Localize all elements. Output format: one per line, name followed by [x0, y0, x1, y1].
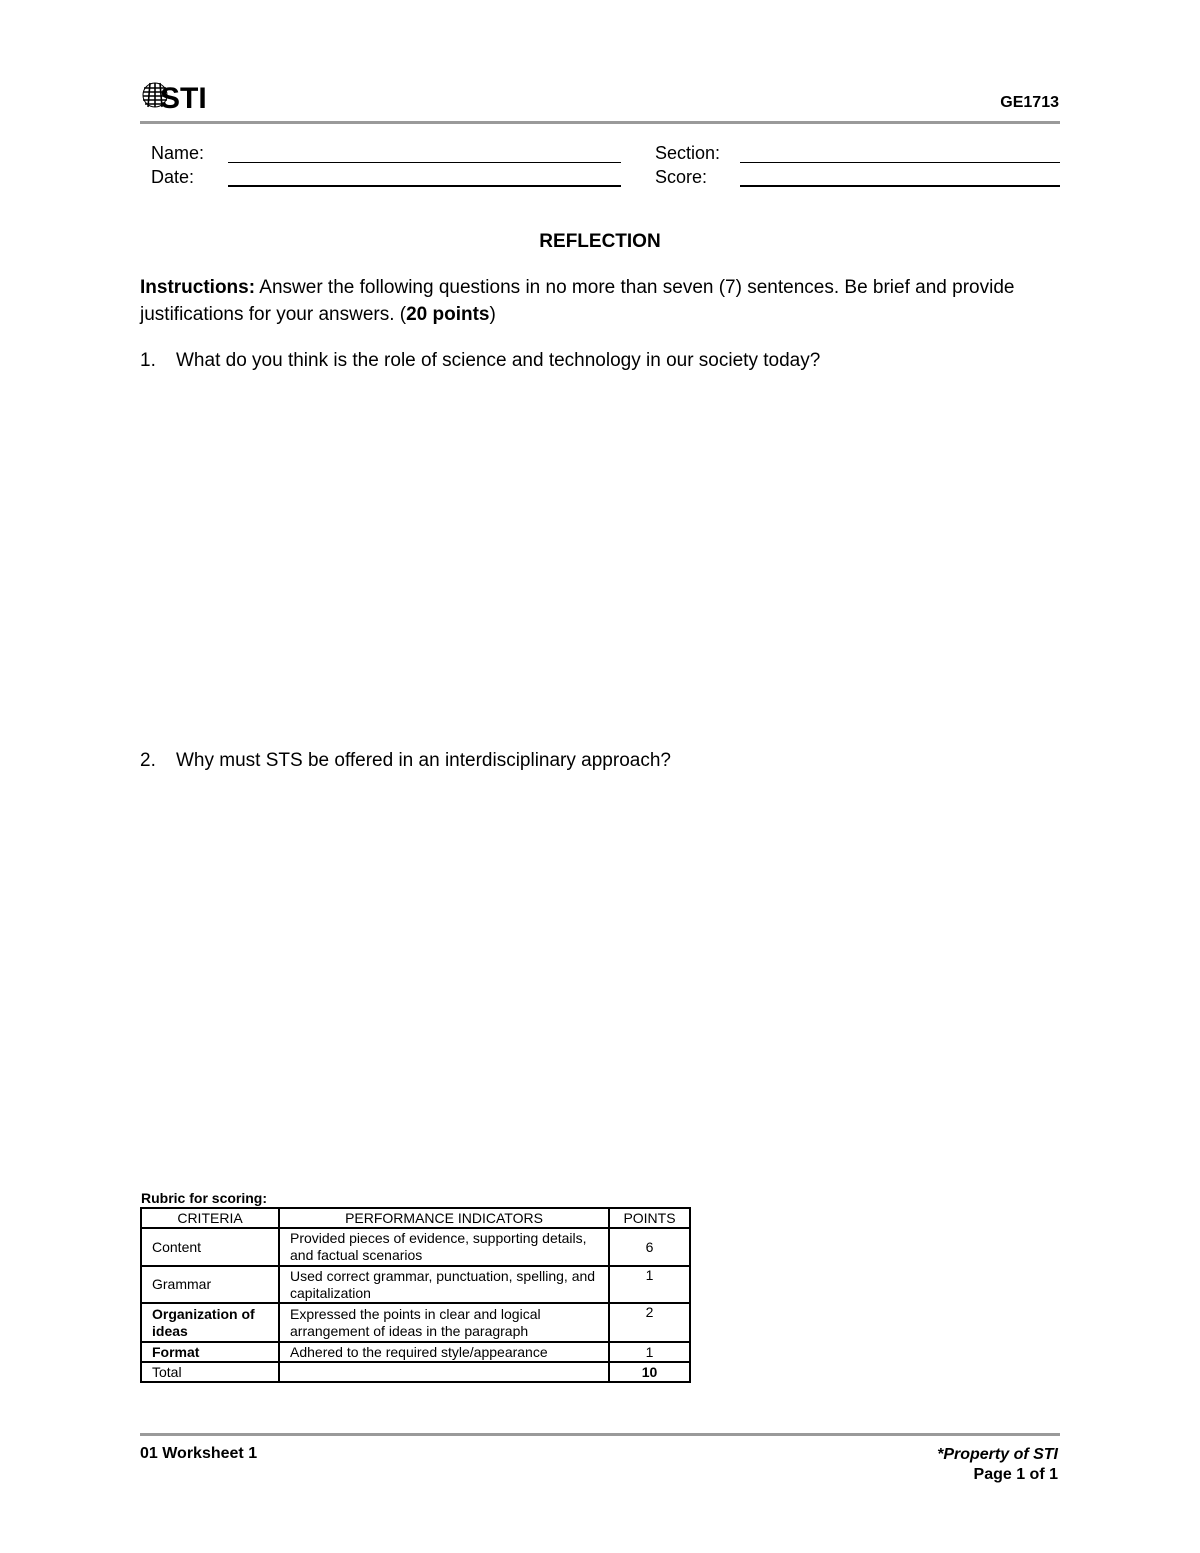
- instructions: [140, 274, 1065, 328]
- total-indicator: [279, 1362, 609, 1382]
- indicator-cell: Provided pieces of evidence, supporting details, and factual scenarios: [279, 1228, 609, 1266]
- instructions-label: Instructions:: [140, 277, 256, 298]
- question-number: 2.: [140, 750, 156, 771]
- answer-area-2[interactable]: [176, 785, 1060, 1175]
- date-field[interactable]: [228, 185, 621, 187]
- name-field[interactable]: [228, 162, 621, 163]
- points-header: POINTS: [609, 1208, 690, 1228]
- sti-logo: [140, 76, 220, 116]
- question-number: 1.: [140, 350, 156, 371]
- rubric-table: [140, 1207, 691, 1383]
- table-row: [141, 1266, 690, 1303]
- section-field[interactable]: [740, 162, 1060, 163]
- table-row: [141, 1342, 690, 1362]
- indicator-cell: Expressed the points in clear and logical arrangement of ideas in the paragraph: [279, 1303, 609, 1342]
- score-field[interactable]: [740, 185, 1060, 187]
- points-cell: 6: [609, 1228, 690, 1266]
- points-cell: 2: [609, 1303, 690, 1342]
- instructions-points: 20 points: [406, 304, 490, 325]
- svg-text:STI: STI: [160, 82, 207, 115]
- total-points: 10: [609, 1362, 690, 1382]
- document-code: GE1713: [1000, 94, 1059, 111]
- points-cell: 1: [609, 1342, 690, 1362]
- criteria-cell: Organization of ideas: [141, 1303, 279, 1342]
- date-label: Date:: [151, 167, 195, 187]
- property-notice: *Property of STI: [937, 1446, 1058, 1463]
- worksheet-title: REFLECTION: [539, 231, 661, 252]
- criteria-header: CRITERIA: [141, 1208, 279, 1228]
- criteria-cell: Format: [141, 1342, 279, 1362]
- name-label: Name:: [151, 143, 205, 163]
- instructions-text: Answer the following questions in no more than seven (7) sentences. Be brief and provide justifications for your answers. (: [140, 277, 1015, 325]
- worksheet-label: 01 Worksheet 1: [140, 1445, 258, 1462]
- indicator-cell: Used correct grammar, punctuation, spelling, and capitalization: [279, 1266, 609, 1303]
- footer-divider: [140, 1433, 1060, 1436]
- question-1: [140, 350, 1060, 372]
- question-2: [140, 750, 1060, 772]
- section-label: Section:: [655, 143, 721, 163]
- indicator-cell: Adhered to the required style/appearance: [279, 1342, 609, 1362]
- total-label: Total: [141, 1362, 279, 1382]
- criteria-cell: Grammar: [141, 1266, 279, 1303]
- indicators-header: PERFORMANCE INDICATORS: [279, 1208, 609, 1228]
- header-divider: [140, 121, 1060, 124]
- rubric-title: Rubric for scoring:: [141, 1190, 268, 1206]
- points-cell: 1: [609, 1266, 690, 1303]
- total-row: [141, 1362, 690, 1382]
- page-number: Page 1 of 1: [973, 1466, 1058, 1483]
- criteria-cell: Content: [141, 1228, 279, 1266]
- answer-area-1[interactable]: [176, 385, 1060, 730]
- instructions-text-end: ): [489, 304, 496, 325]
- rubric-header-row: [141, 1208, 690, 1228]
- question-text: Why must STS be offered in an interdisciplinary approach?: [176, 750, 671, 771]
- table-row: [141, 1228, 690, 1266]
- footer-right: [937, 1445, 1058, 1485]
- score-label: Score:: [655, 167, 708, 187]
- table-row: [141, 1303, 690, 1342]
- question-text: What do you think is the role of science and technology in our society today?: [176, 350, 821, 371]
